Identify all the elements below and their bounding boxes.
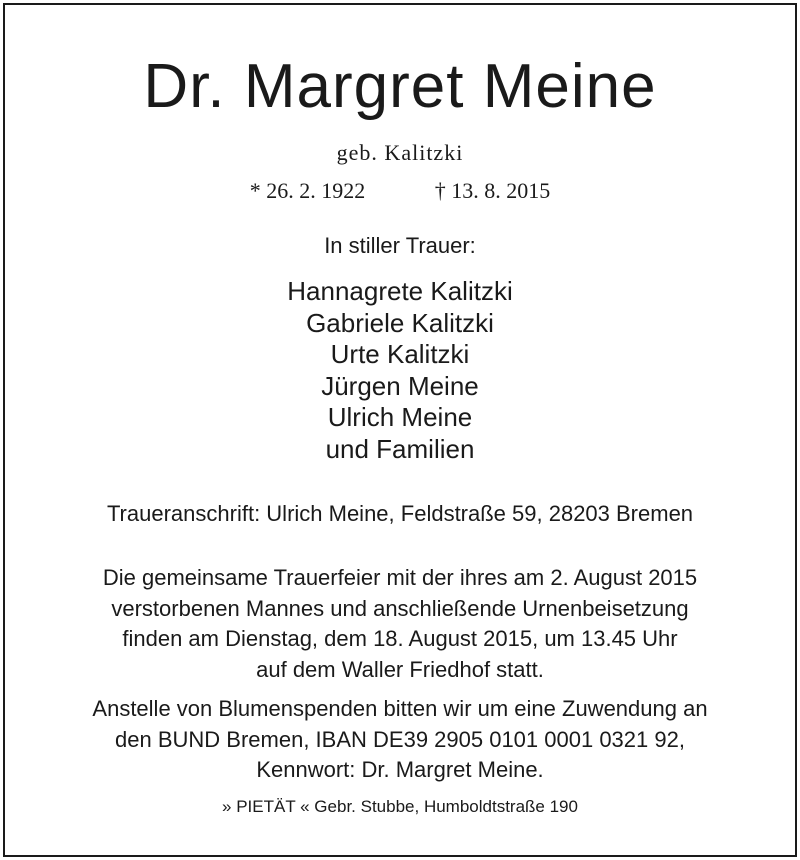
mourner-name: und Familien: [325, 433, 475, 464]
death-date: † 13. 8. 2015: [434, 178, 551, 203]
donation-line: Kennwort: Dr. Margret Meine.: [256, 757, 544, 782]
mourner-name: Urte Kalitzki: [330, 339, 470, 369]
life-dates: [0, 178, 800, 204]
ceremony-line: verstorbenen Mannes und anschließende Urnenbeisetzung: [111, 595, 689, 621]
maiden-name: geb. Kalitzki: [336, 140, 464, 165]
ceremony-details: [0, 563, 800, 685]
mourner-name: Jürgen Meine: [321, 370, 479, 401]
mourners-list: [0, 276, 800, 465]
deceased-name: Dr. Margret Meine: [143, 52, 657, 121]
mourner-name: Gabriele Kalitzki: [306, 307, 494, 338]
birth-date: * 26. 2. 1922: [249, 178, 366, 203]
donation-line: Anstelle von Blumenspenden bitten wir um eine Zuwendung an: [92, 696, 708, 721]
donation-request: [0, 694, 800, 786]
ceremony-line: finden am Dienstag, dem 18. August 2015, um 13.45 Uhr: [122, 626, 678, 651]
donation-line: den BUND Bremen, IBAN DE39 2905 0101 0001 0321 92,: [115, 726, 685, 752]
ceremony-line: auf dem Waller Friedhof statt.: [256, 656, 544, 682]
mourner-name: Ulrich Meine: [327, 402, 473, 432]
mourning-heading: In stiller Trauer:: [324, 233, 476, 258]
mourner-name: Hannagrete Kalitzki: [287, 276, 513, 306]
mourning-address: Traueranschrift: Ulrich Meine, Feldstraße 59, 28203 Bremen: [106, 501, 694, 526]
funeral-home-credit: » PIETÄT « Gebr. Stubbe, Humboldtstraße 190: [222, 797, 578, 816]
ceremony-line: Die gemeinsame Trauerfeier mit der ihres am 2. August 2015: [102, 565, 698, 590]
